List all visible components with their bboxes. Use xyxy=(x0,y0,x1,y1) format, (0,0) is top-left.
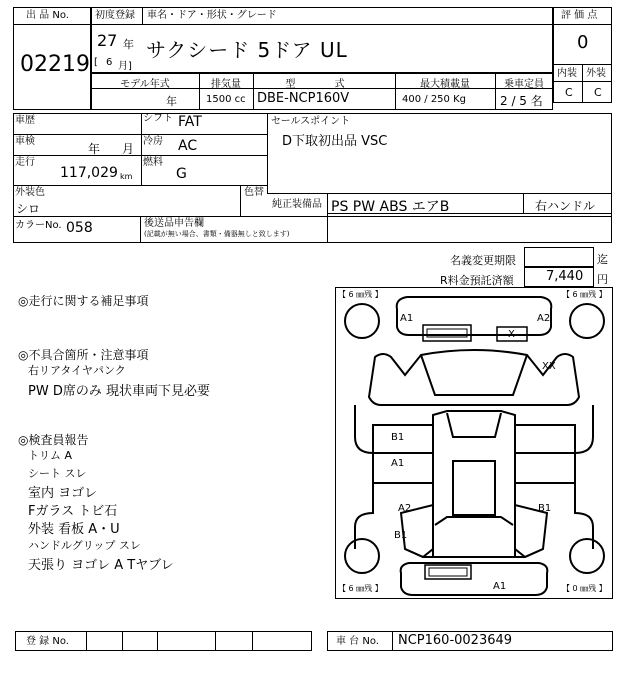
aftermarket-note: (記載が無い場合、書類・備器無しと致します) xyxy=(144,230,290,238)
windshield xyxy=(447,413,501,437)
defect-notes-title: ◎不具合箇所・注意事項 xyxy=(18,348,149,362)
inspector-line: トリム A xyxy=(28,449,73,462)
displacement-label: 排気量 xyxy=(211,79,241,90)
registration-month: 6 xyxy=(106,57,113,68)
inspector-line: ハンドルグリップ スレ xyxy=(28,539,141,552)
score-label: 評 価 点 xyxy=(561,10,598,21)
month-open: [ xyxy=(94,57,98,68)
steering-value: 右ハンドル xyxy=(535,199,596,213)
car-name: サクシード 5ドア UL xyxy=(146,38,348,62)
inspection-month: 月 xyxy=(122,142,135,156)
front-bumper xyxy=(397,297,552,335)
mark-grille-x: X xyxy=(508,329,515,340)
rear-plate-inner xyxy=(429,568,467,576)
chassis-label: 車 台 No. xyxy=(336,636,379,647)
ac-value: AC xyxy=(178,138,198,154)
type-value: DBE-NCP160V xyxy=(257,91,350,106)
capacity-label: 乗車定員 xyxy=(504,79,544,90)
tire-front-left: 【 6 ㎜残 】 xyxy=(338,290,383,299)
equipment-label: 純正装備品 xyxy=(272,199,322,210)
inspection-year: 年 xyxy=(88,142,101,156)
max-load-label: 最大積載量 xyxy=(420,79,470,90)
defect-line: PW D席のみ 現状車両下見必要 xyxy=(28,384,210,399)
inspector-line: 外装 看板 A・U xyxy=(28,522,120,537)
right-front-door xyxy=(515,425,575,453)
rear-plate xyxy=(425,565,471,579)
inspection-label: 車検 xyxy=(15,136,35,147)
rear-right-tire xyxy=(570,539,604,573)
inspector-line: 天張り ヨゴレ A Tヤブレ xyxy=(28,558,174,573)
recycle-label: R料金預託済額 xyxy=(440,274,514,287)
month-close: 月] xyxy=(118,61,132,72)
mark-door-b1: B1 xyxy=(391,432,405,443)
hood xyxy=(421,355,527,395)
mark-rear-left-a2: A2 xyxy=(398,503,412,514)
tire-rear-left: 【 6 ㎜残 】 xyxy=(338,584,383,593)
inspector-title: ◎検査員報告 xyxy=(18,433,89,447)
registration-year: 27 xyxy=(97,31,118,50)
shift-value: FAT xyxy=(178,114,202,130)
shift-label: シフト xyxy=(143,113,173,124)
inspector-line: 室内 ヨゴレ xyxy=(28,486,98,501)
equipment-value: PS PW ABS エアB xyxy=(331,199,450,215)
inspector-line: Fガラス トビ石 xyxy=(28,504,118,519)
inspector-line: シート スレ xyxy=(28,467,87,480)
chassis-number: NCP160-0023649 xyxy=(398,633,513,648)
sales-point-label: セールスポイント xyxy=(271,116,351,127)
right-rear-door xyxy=(515,453,575,483)
fuel-label: 燃料 xyxy=(143,157,163,168)
color-no-label: カラーNo. xyxy=(15,220,62,231)
mileage-unit: km xyxy=(120,172,133,181)
displacement-value: 1500 cc xyxy=(206,94,246,105)
ac-label: 冷房 xyxy=(143,136,163,147)
lot-number: 02219 xyxy=(20,52,90,77)
aftermarket-label: 後送品申告欄 xyxy=(144,218,204,229)
exterior-grade: C xyxy=(594,86,602,99)
max-load-value: 400 / 250 Kg xyxy=(402,94,466,105)
mileage-value: 117,029 xyxy=(60,165,118,181)
front-left-tire xyxy=(345,304,379,338)
model-year-unit: 年 xyxy=(166,95,177,108)
interior-grade: C xyxy=(565,86,573,99)
rear-bumper xyxy=(401,563,548,595)
year-unit: 年 xyxy=(123,38,134,51)
car-name-label: 車名・ドア・形状・グレード xyxy=(147,10,277,21)
interior-label: 内装 xyxy=(557,68,577,79)
mark-rear-right-b1: B1 xyxy=(538,503,552,514)
name-change-box xyxy=(524,247,594,267)
name-change-label: 名義変更期限 xyxy=(450,254,516,267)
cabin xyxy=(433,411,515,557)
history-label: 車歴 xyxy=(15,115,35,126)
mark-rear-left-b1: B1 xyxy=(394,530,408,541)
tire-rear-right: 【 0 ㎜残 】 xyxy=(562,584,607,593)
mark-door-a1: A1 xyxy=(391,458,405,469)
car-outline xyxy=(335,287,613,599)
exterior-label: 外装 xyxy=(586,68,606,79)
color-no-value: 058 xyxy=(66,220,93,236)
tire-front-right: 【 6 ㎜残 】 xyxy=(562,290,607,299)
mark-front-bumper-a1: A1 xyxy=(400,313,414,324)
lot-label: 出 品 No. xyxy=(26,10,69,21)
ext-color-label: 外装色 xyxy=(15,187,45,198)
rear-left-tire xyxy=(345,539,379,573)
fuel-value: G xyxy=(176,166,187,182)
recycle-unit: 円 xyxy=(597,273,608,286)
ext-color-value: シロ xyxy=(16,202,41,216)
driving-notes-title: ◎走行に関する補足事項 xyxy=(18,294,149,308)
type-label: 型 式 xyxy=(285,79,363,90)
left-side xyxy=(355,405,373,549)
mark-front-bumper-a2: A2 xyxy=(537,313,551,324)
roof xyxy=(453,461,495,515)
recycle-value: 7,440 xyxy=(546,269,584,284)
model-year-label: モデル年式 xyxy=(120,79,170,90)
sales-point-value: D下取初出品 VSC xyxy=(282,134,388,149)
mark-fender-xx: XX xyxy=(542,361,556,372)
name-change-unit: 迄 xyxy=(597,253,608,266)
score-value: 0 xyxy=(577,32,589,53)
recolor-label: 色替 xyxy=(244,187,264,198)
mileage-label: 走行 xyxy=(15,157,35,168)
front-plate xyxy=(423,325,471,341)
capacity-value: 2 / 5 名 xyxy=(500,94,543,108)
front-right-tire xyxy=(570,304,604,338)
rear-window xyxy=(435,517,513,525)
defect-line: 右リアタイヤパンク xyxy=(28,364,126,377)
mark-rear-a1: A1 xyxy=(493,581,507,592)
first-registration-label: 初度登録 xyxy=(95,10,135,21)
hood-fenders xyxy=(369,350,579,405)
registration-label: 登 録 No. xyxy=(26,636,69,647)
right-side xyxy=(575,405,593,549)
